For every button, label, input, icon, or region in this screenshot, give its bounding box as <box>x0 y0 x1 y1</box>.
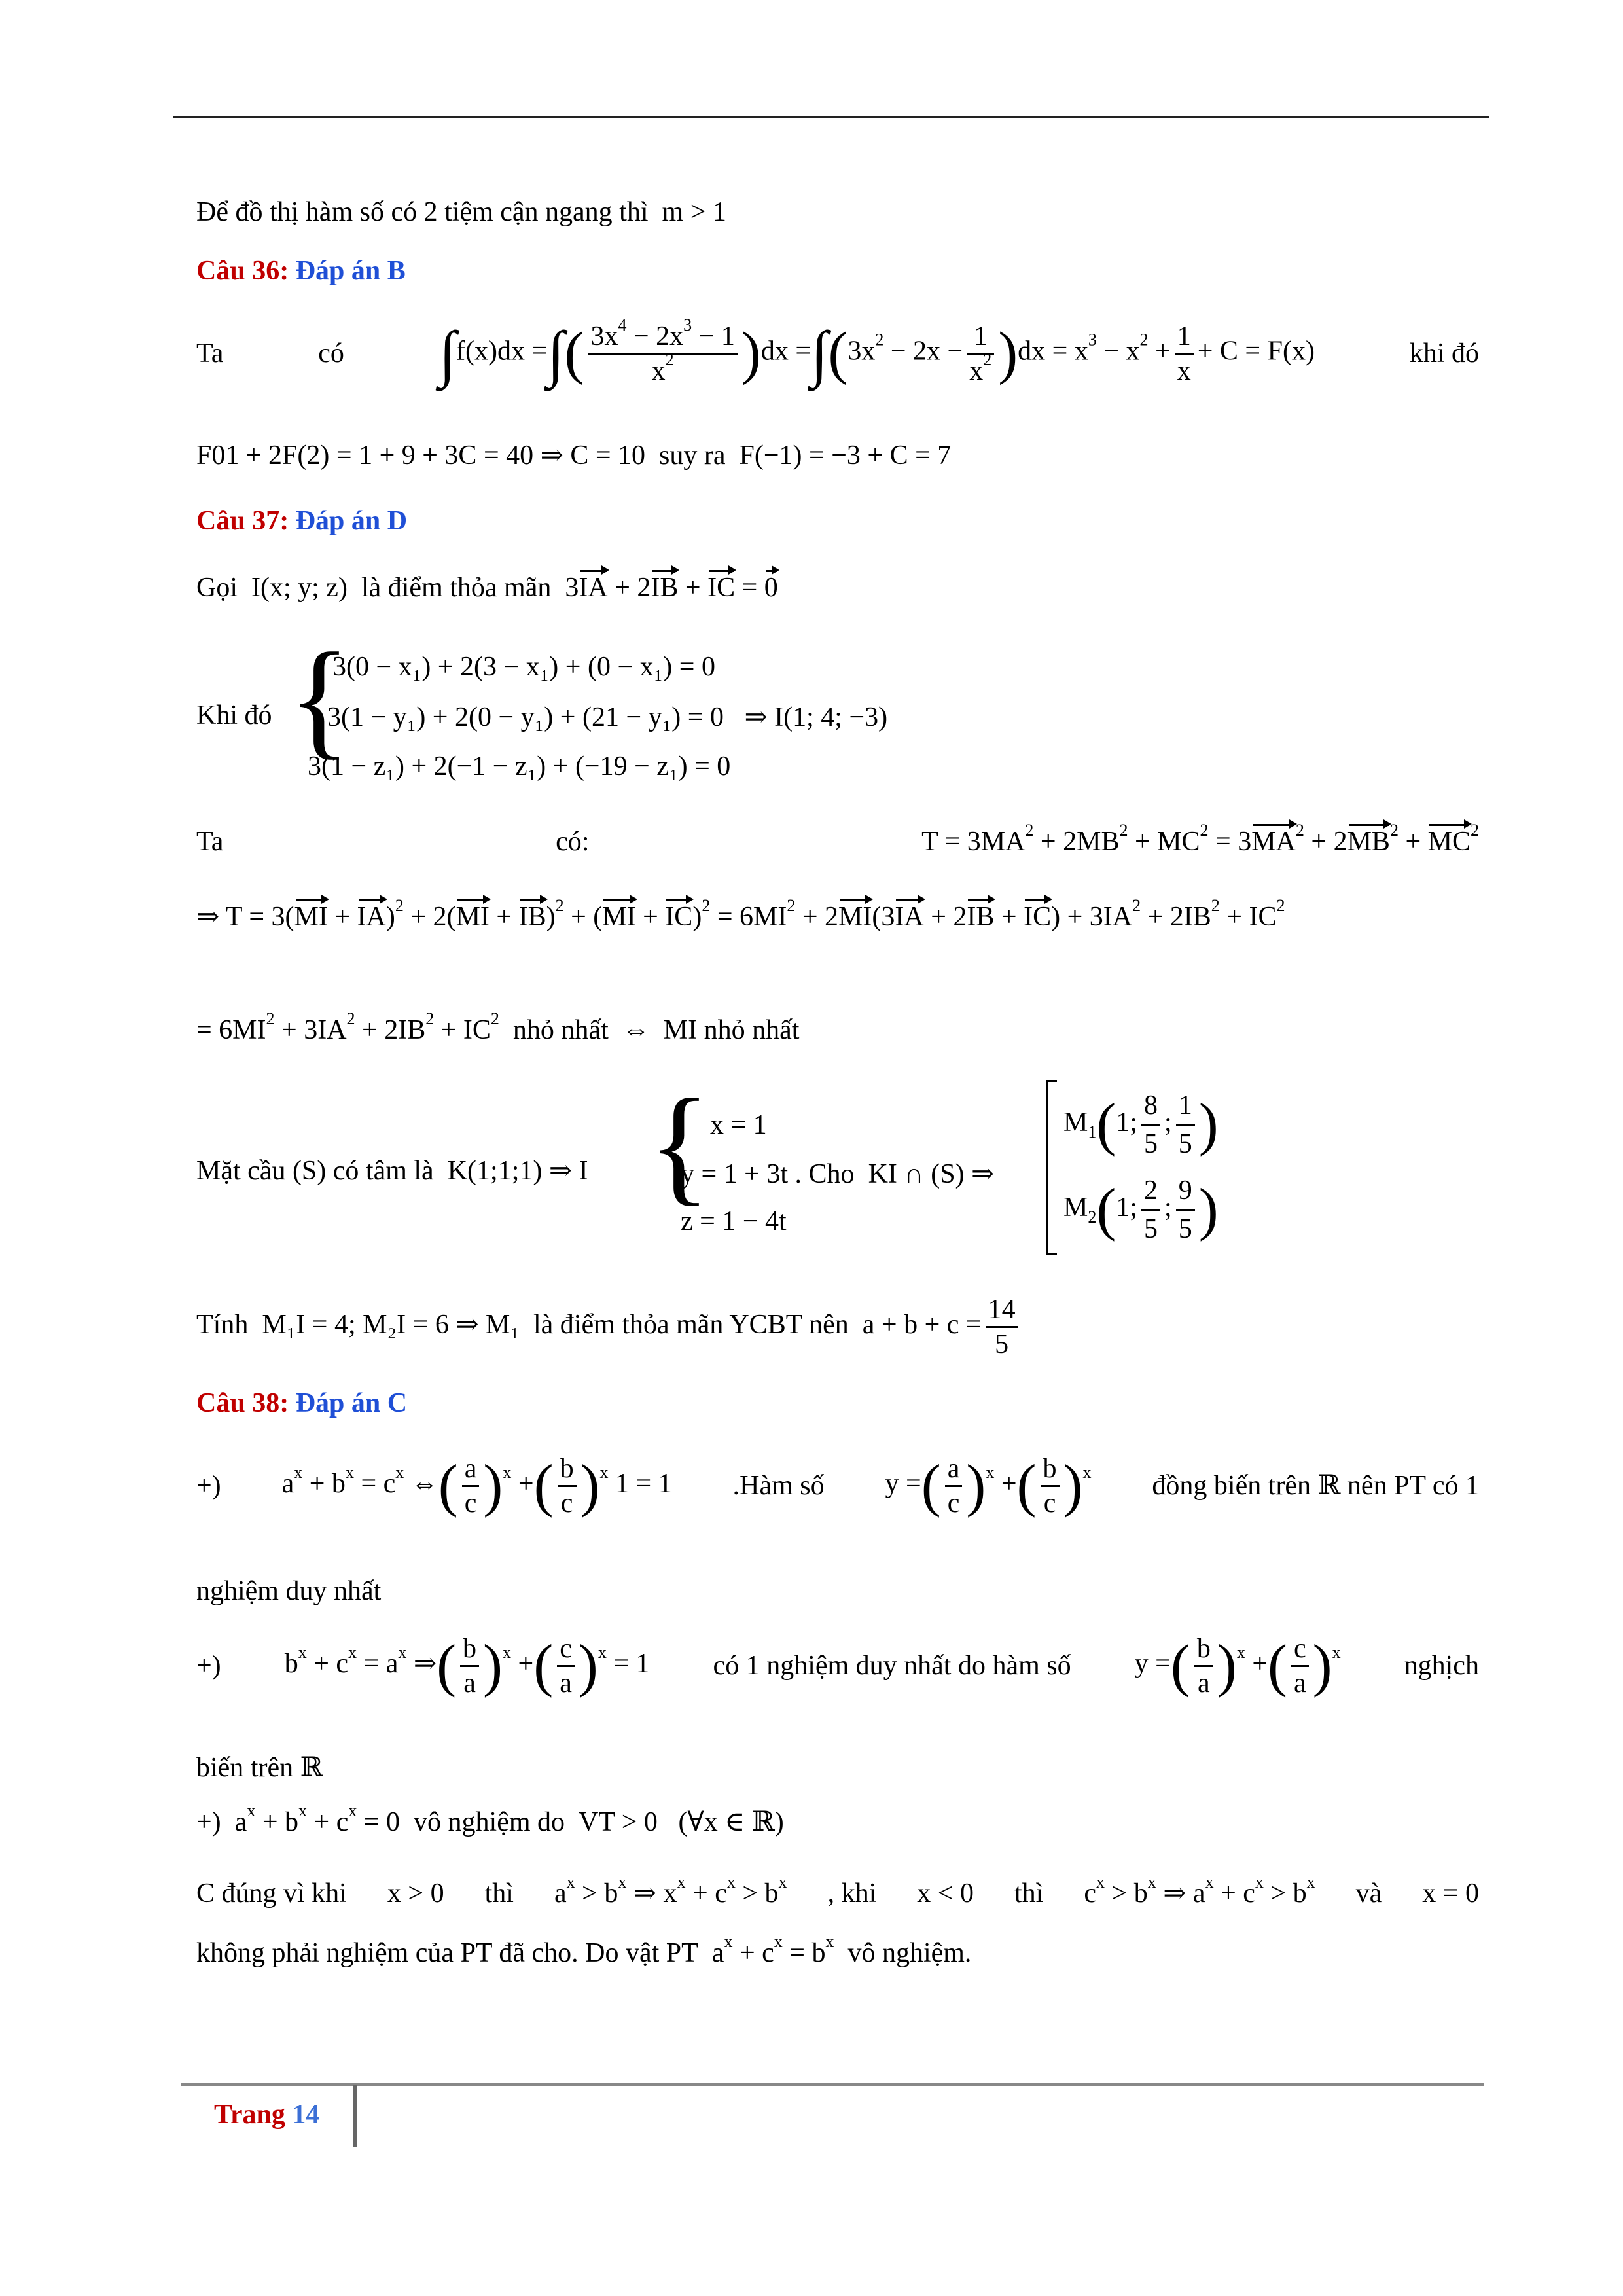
q37-min-line: = $6MI^2 + 3IA^2 + 2IB^2 + IC^2$ nhỏ nhất ⇔ MI nhỏ nhất <box>196 1009 800 1045</box>
q37-ta-co-line: Ta có: $T = 3MA^2 + 2MB^2 + MC^2 = 3MA^2 + 2MB^2 + MC^2$ <box>196 821 1479 857</box>
q37-khido-label: Khi đó <box>196 700 272 730</box>
q38-p1-line: +) $a^x + b^x = c^x$ ⇔( $\frac{a}{c}$ )$^x$ +( $\frac{b}{c}$ )$^x$ 1 = 1 .Hàm số y =( $\frac{a}{c}$ )$^x$ +( $\frac{b}{c}$ )$^x$ đồng biến trên ℝ nên PT có 1 <box>196 1453 1479 1518</box>
q38-p2-line: +) $b^x + c^x = a^x$ ⇒( $\frac{b}{a}$ )$^x$ +( $\frac{c}{a}$ )$^x$ = 1 có 1 nghiệm duy nhất do hàm số y =( $\frac{b}{a}$ )$^x$ +( $\frac{c}{a}$ )$^x$ nghịch <box>196 1633 1479 1698</box>
q37-goi-line: Gọi I(x; y; z) là điểm thỏa mãn 3IA + 2IB + IC = 0 <box>196 573 778 603</box>
q37-expand-line: ⇒ $T = 3(MI + IA)^2 + 2(MI + IB)^2 + (MI + IC)^2 = 6MI^2 + 2MI(3IA + 2IB + IC) + 3IA^2 + 2IB^2 + IC^2$ <box>196 896 1285 932</box>
page-number: 14 <box>292 2100 320 2130</box>
footer-divider <box>353 2085 357 2147</box>
param-z: z = 1 − 4t <box>681 1206 787 1236</box>
text-line: Để đồ thị hàm số có 2 tiệm cận ngang thì m > 1 <box>196 197 726 227</box>
question-36-heading: Câu 36: Đáp án B <box>196 256 406 286</box>
point-m2: $M_2(1$; $\frac{2}{5}$ ; $\frac{9}{5}$ ) <box>1063 1175 1219 1244</box>
param-y: y = 1 + 3t . Cho KI ∩ (S) ⇒ <box>681 1159 995 1189</box>
q38-c1-line: C đúng vì khi x > 0 thì $a^x > b^x$ ⇒ $x^x + c^x > b^x$ , khi x < 0 thì $c^x > b^x$ ⇒ $a^x + c^x > b^x$ và x = 0 <box>196 1873 1479 1909</box>
q38-p3-line: +) $a^x + b^x + c^x = 0$ vô nghiệm do VT > 0 (∀x ∈ ℝ) <box>196 1801 784 1837</box>
point-m1: $M_1(1$; $\frac{8}{5}$ ; $\frac{1}{5}$ ) <box>1063 1090 1219 1159</box>
q37-sphere-label: Mặt cầu (S) có tâm là K(1;1;1) ⇒ I <box>196 1156 588 1186</box>
system-eq-2: 3(1 − y₁) + 2(0 − y₁) + (21 − y₁) = 0 ⇒ I(1; 4; −3) <box>327 702 888 732</box>
param-x: x = 1 <box>710 1110 767 1140</box>
q38-p1-cont: nghiệm duy nhất <box>196 1576 382 1606</box>
system-eq-3: 3(1 − z₁) + 2(−1 − z₁) + (−19 − z₁) = 0 <box>308 751 731 781</box>
q38-c2-line: không phải nghiệm của PT đã cho. Do vật PT $a^x + c^x = b^x$ vô nghiệm. <box>196 1932 972 1968</box>
page-footer: Trang 14 <box>214 2100 320 2130</box>
question-37-heading: Câu 37: Đáp án D <box>196 506 408 536</box>
footer-rule <box>181 2083 1484 2086</box>
param-brace: { <box>648 1073 711 1217</box>
system-eq-1: 3(0 − x₁) + 2(3 − x₁) + (0 − x₁) = 0 <box>332 652 715 682</box>
system-brace: { <box>288 626 351 771</box>
bracket <box>1046 1080 1057 1255</box>
q36-line2: F01 + 2F(2) = 1 + 9 + 3C = 40 ⇒ C = 10 suy ra F(−1) = −3 + C = 7 <box>196 440 952 471</box>
q36-integral-line: Ta có ∫f(x)dx =∫( $\frac{3x^4 - 2x^3 - 1}{x^2}$ )$dx =\int(3x^2 - 2x$ − $\frac{1}{x^2}$ )$dx = x^3 - x^2$ + $\frac{1}{x}$ + C = F(x) khi đó <box>196 315 1479 388</box>
header-rule <box>173 116 1489 118</box>
question-38-heading: Câu 38: Đáp án C <box>196 1388 408 1418</box>
q37-tinh-line: Tính M₁I = 4; M₂I = 6 ⇒ M₁ là điểm thỏa mãn YCBT nên a + b + c = $\frac{14}{5}$ <box>196 1296 1022 1358</box>
q38-p2-cont: biến trên ℝ <box>196 1753 323 1783</box>
